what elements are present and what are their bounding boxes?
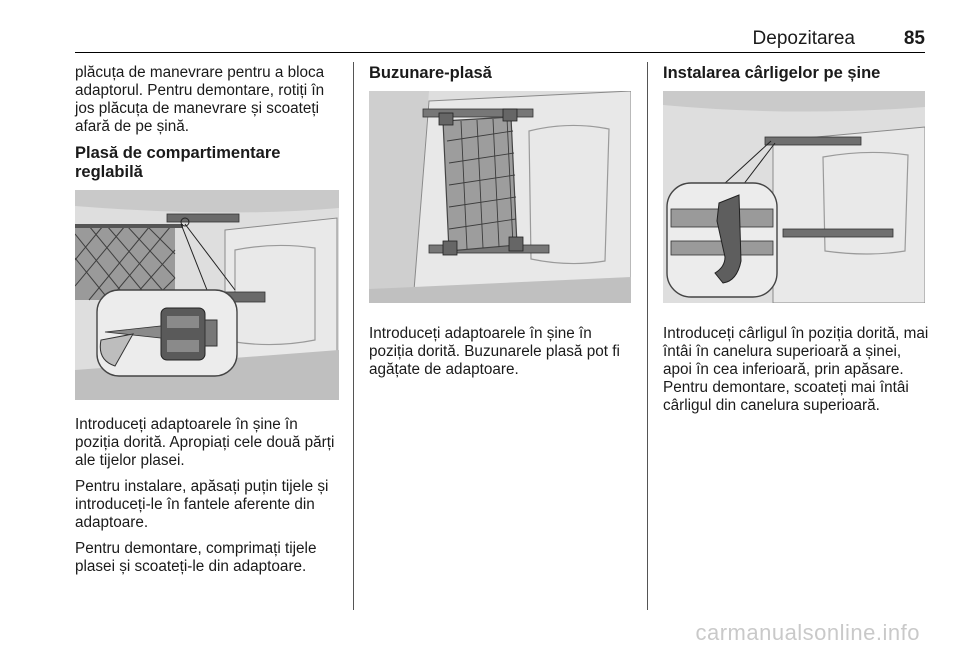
net-pocket-illustration [369,91,631,303]
column-divider [353,62,354,610]
net-paragraph-2: Pentru instalare, apăsați puțin tijele și introduceți-le în fantele aferente din adaptoare. [75,478,329,531]
page-number: 85 [903,28,925,49]
column-1 [75,64,343,584]
page-header [75,28,925,50]
net-adapter-illustration [75,190,339,400]
section-title: Depozitarea [752,28,855,49]
column-3 [663,64,929,423]
net-pockets-paragraph: Introduceți adaptoarele în șine în poziția dorită. Buzunarele plasă pot fi agățate de adaptoare. [369,325,620,378]
watermark [0,620,960,645]
hook-installation-illustration [663,91,925,303]
column-2 [369,64,633,387]
hooks-paragraph: Introduceți cârligul în poziția dorită, mai întâi în canelura superioară a șinei, apoi în cea inferioară, prin apăsare. Pentru demontare, scoateți mai întâi cârligul din canelura superioară. [663,325,929,414]
net-partition-heading: Plasă de compartimentare reglabilă [75,144,281,181]
net-paragraph-1: Introduceți adaptoarele în șine în poziția dorită. Apropiați cele două părți ale tijelor plasei. [75,416,335,469]
hooks-heading: Instalarea cârligelor pe șine [663,64,881,82]
watermark-text: carmanualsonline.info [695,620,920,645]
header-rule [75,52,925,53]
intro-paragraph: plăcuța de manevrare pentru a bloca adaptorul. Pentru demontare, rotiți în jos plăcuța de manevrare și scoateți afară de pe șină. [75,64,325,135]
net-pockets-heading: Buzunare-plasă [369,64,492,82]
column-divider [647,62,648,610]
net-paragraph-3: Pentru demontare, comprimați tijele plasei și scoateți-le din adaptoare. [75,540,317,575]
